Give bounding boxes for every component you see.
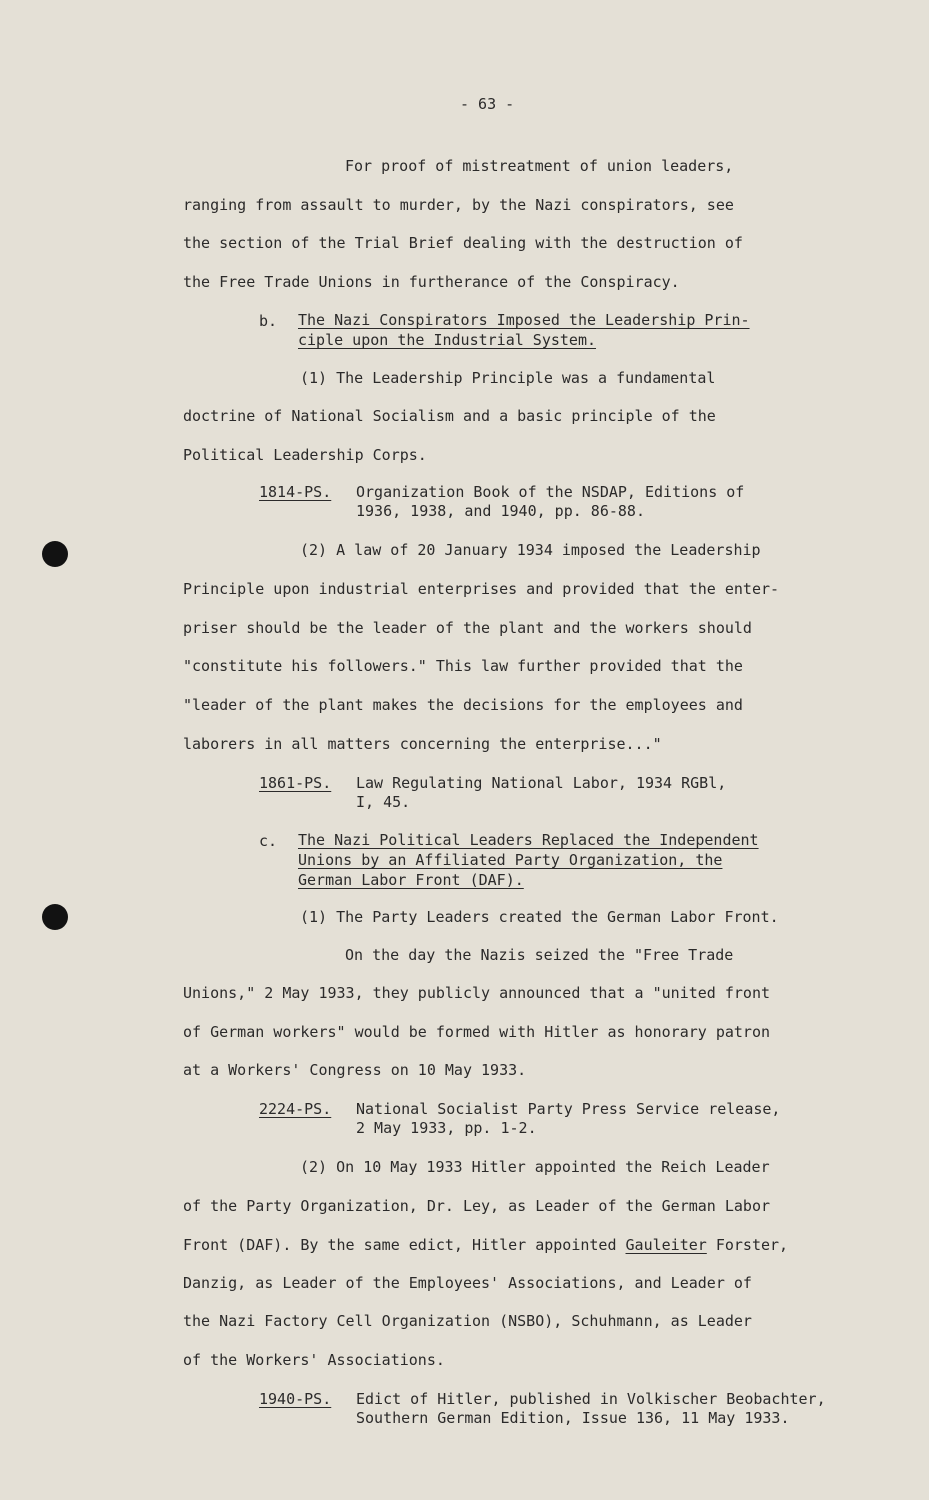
page-number: - 63 - xyxy=(460,95,515,113)
para-c2-line-3 xyxy=(183,1236,788,1254)
citation-1814-line-2: 1936, 1938, and 1940, pp. 86-88. xyxy=(356,502,645,520)
citation-text: Law Regulating National Labor, 1934 RGBl, xyxy=(356,774,727,792)
para-b2-line-1: (2) A law of 20 January 1934 imposed the Leadership xyxy=(300,541,761,559)
punch-hole-bottom xyxy=(42,904,68,930)
citation-text: National Socialist Party Press Service release, xyxy=(356,1100,781,1118)
para-b1-line-3: Political Leadership Corps. xyxy=(183,446,427,464)
heading-b-line-2: ciple upon the Industrial System. xyxy=(298,331,597,349)
para-c1-line-3: Unions," 2 May 1933, they publicly announced that a "united front xyxy=(183,984,770,1002)
para-c2-line-1: (2) On 10 May 1933 Hitler appointed the Reich Leader xyxy=(300,1158,770,1176)
citation-2224-line-2: 2 May 1933, pp. 1-2. xyxy=(356,1119,537,1137)
para-c2-line-4: Danzig, as Leader of the Employees' Associations, and Leader of xyxy=(183,1274,752,1292)
citation-text: Edict of Hitler, published in Volkischer Beobachter, xyxy=(356,1390,826,1408)
citation-ref: 1940-PS. xyxy=(259,1390,332,1408)
para-b2-line-5: "leader of the plant makes the decisions for the employees and xyxy=(183,696,743,714)
heading-c-marker: c. xyxy=(259,832,278,850)
citation-1861-line-2: I, 45. xyxy=(356,793,411,811)
para-b2-line-4: "constitute his followers." This law further provided that the xyxy=(183,657,743,675)
para-b1-line-2: doctrine of National Socialism and a basic principle of the xyxy=(183,407,716,425)
para-c2-line-3-end: Forster, xyxy=(706,1236,789,1254)
para-c2-line-5: the Nazi Factory Cell Organization (NSBO), Schuhmann, as Leader xyxy=(183,1312,752,1330)
citation-1814 xyxy=(259,483,744,501)
para-c1-line-2: On the day the Nazis seized the "Free Trade xyxy=(345,946,734,964)
proof-line-1: For proof of mistreatment of union leaders, xyxy=(345,157,734,175)
proof-line-4: the Free Trade Unions in furtherance of the Conspiracy. xyxy=(183,273,680,291)
para-b2-line-2: Principle upon industrial enterprises and provided that the enter- xyxy=(183,580,780,598)
para-b1-line-1: (1) The Leadership Principle was a fundamental xyxy=(300,369,716,387)
citation-ref: 2224-PS. xyxy=(259,1100,332,1118)
para-c1-line-5: at a Workers' Congress on 10 May 1933. xyxy=(183,1061,527,1079)
punch-hole-top xyxy=(42,541,68,567)
para-b2-line-6: laborers in all matters concerning the enterprise..." xyxy=(183,735,662,753)
proof-line-2: ranging from assault to murder, by the Nazi conspirators, see xyxy=(183,196,734,214)
para-c2-line-3-start: Front (DAF). By the same edict, Hitler appointed xyxy=(183,1236,626,1254)
heading-b-marker: b. xyxy=(259,312,278,330)
citation-ref: 1861-PS. xyxy=(259,774,332,792)
heading-c-line-1: The Nazi Political Leaders Replaced the Independent xyxy=(298,831,759,849)
citation-2224 xyxy=(259,1100,780,1118)
citation-1940-line-2: Southern German Edition, Issue 136, 11 May 1933. xyxy=(356,1409,790,1427)
heading-c-line-2: Unions by an Affiliated Party Organization, the xyxy=(298,851,723,869)
heading-b-line-1: The Nazi Conspirators Imposed the Leadership Prin- xyxy=(298,311,750,329)
gauleiter-underlined: Gauleiter xyxy=(625,1236,707,1254)
citation-1861 xyxy=(259,774,726,792)
para-c2-line-6: of the Workers' Associations. xyxy=(183,1351,445,1369)
citation-ref: 1814-PS. xyxy=(259,483,332,501)
proof-line-3: the section of the Trial Brief dealing with the destruction of xyxy=(183,234,743,252)
citation-text: Organization Book of the NSDAP, Editions of xyxy=(356,483,745,501)
para-c1-line-1: (1) The Party Leaders created the German Labor Front. xyxy=(300,908,779,926)
citation-1940 xyxy=(259,1390,826,1408)
para-c1-line-4: of German workers" would be formed with Hitler as honorary patron xyxy=(183,1023,770,1041)
heading-c-line-3: German Labor Front (DAF). xyxy=(298,871,524,889)
para-c2-line-2: of the Party Organization, Dr. Ley, as Leader of the German Labor xyxy=(183,1197,770,1215)
para-b2-line-3: priser should be the leader of the plant and the workers should xyxy=(183,619,752,637)
